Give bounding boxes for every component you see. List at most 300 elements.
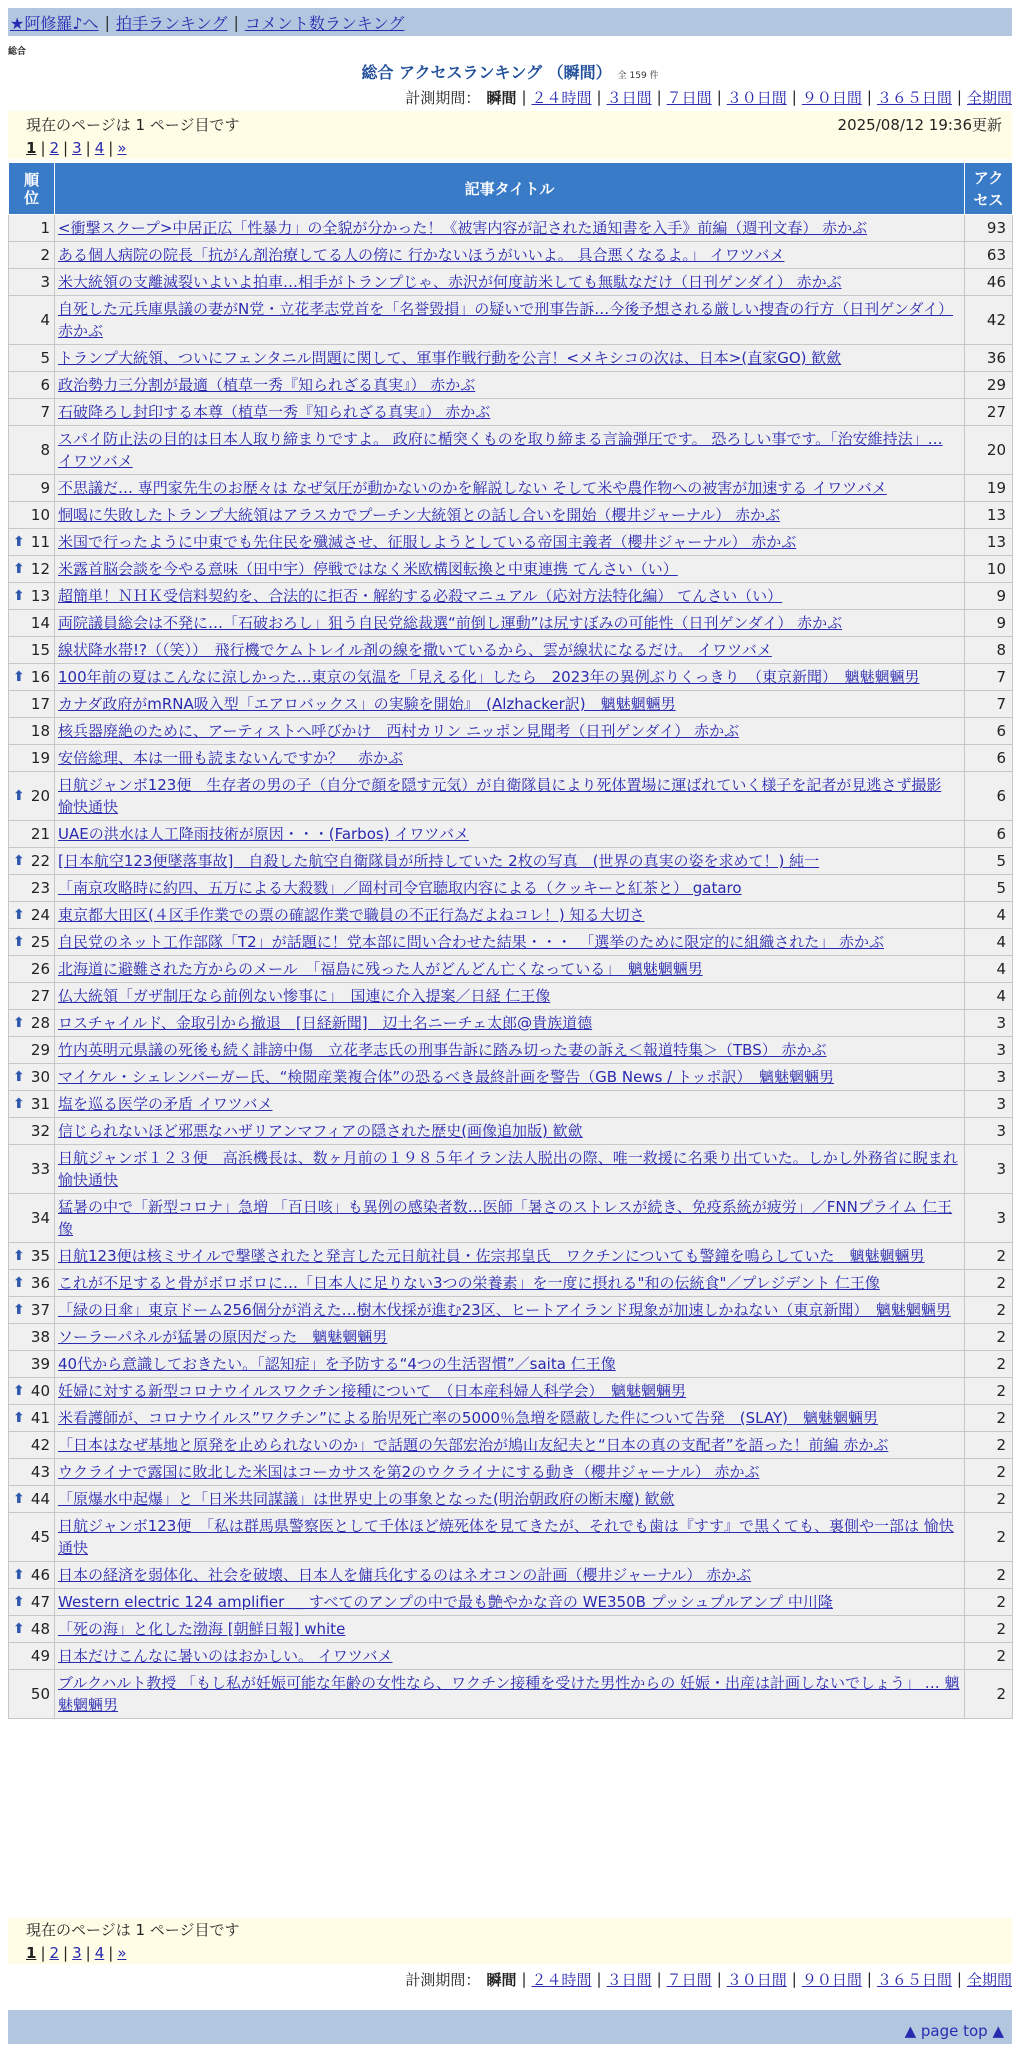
pager-separator: | <box>40 1944 46 1962</box>
period-link[interactable]: ３０日間 <box>726 88 787 107</box>
rank-cell <box>9 1118 55 1145</box>
rank-cell <box>9 529 55 556</box>
updated-timestamp: 2025/08/12 19:36更新 <box>837 115 1002 134</box>
table-row <box>9 821 1013 848</box>
rank-number: 21 <box>30 825 50 843</box>
article-link[interactable]: 自死した元兵庫県議の妻がN党・立花孝志党首を「名誉毀損」の疑いで刑事告訴…今後予想される厳しい捜査の行方（日刊ゲンダイ） 赤かぶ <box>58 300 954 340</box>
rank-number: 47 <box>30 1593 50 1611</box>
rank-number: 27 <box>30 987 50 1005</box>
rank-up-arrow-icon: ⬆ <box>13 1096 25 1112</box>
access-count: 2 <box>965 1324 1013 1351</box>
period-link[interactable]: ７日間 <box>666 1970 712 1989</box>
pager-next-link[interactable]: » <box>117 1944 127 1962</box>
article-link[interactable]: カナダ政府がmRNA吸入型「エアロバックス」の実験を開始』 (Alzhacker訳) 魑魅魍魎男 <box>58 695 676 713</box>
rank-cell <box>9 372 55 399</box>
period-link[interactable]: 全期間 <box>966 88 1012 107</box>
access-count: 10 <box>965 556 1013 583</box>
access-count: 93 <box>965 215 1013 242</box>
access-count: 63 <box>965 242 1013 269</box>
rank-cell <box>9 1270 55 1297</box>
rank-cell <box>9 1670 55 1719</box>
article-link[interactable]: 不思議だ… 専門家先生のお歴々は なぜ気圧が動かないのかを解説しない そして米や農作物への被害が加速する イワツバメ <box>58 479 887 497</box>
title-cell <box>55 1243 965 1270</box>
rank-cell <box>9 956 55 983</box>
article-link[interactable]: UAEの洪水は人工降雨技術が原因・・・(Farbos) イワツバメ <box>58 825 470 843</box>
table-row <box>9 664 1013 691</box>
pager-separator: | <box>108 1944 114 1962</box>
rank-cell <box>9 556 55 583</box>
rank-number: 38 <box>30 1328 50 1346</box>
rank-number: 23 <box>30 879 50 897</box>
rank-up-arrow-icon: ⬆ <box>13 1567 25 1583</box>
rank-cell <box>9 664 55 691</box>
rank-number: 32 <box>30 1122 50 1140</box>
period-link[interactable]: ３６５日間 <box>876 1970 952 1989</box>
page-top-link[interactable]: ▲ page top ▲ <box>904 2022 1004 2040</box>
title-cell <box>55 1562 965 1589</box>
rank-cell <box>9 1562 55 1589</box>
title-cell <box>55 929 965 956</box>
article-link[interactable]: 日航ジャンボ123便 生存者の男の子（自分で顔を隠す元気）が自衛隊員により死体置場に運ばれていく様子を記者が見逃さず撮影 愉快通快 <box>58 776 942 816</box>
rank-cell <box>9 902 55 929</box>
rank-number: 42 <box>30 1436 50 1454</box>
access-count: 2 <box>965 1243 1013 1270</box>
period-link[interactable]: ２４時間 <box>531 1970 592 1989</box>
period-separator: | <box>596 1970 602 1988</box>
table-row <box>9 1064 1013 1091</box>
access-count: 2 <box>965 1432 1013 1459</box>
rank-number: 25 <box>30 933 50 951</box>
article-link[interactable]: 竹内英明元県議の死後も続く誹謗中傷 立花孝志氏の刑事告訴に踏み切った妻の訴え＜報道特集＞（TBS） 赤かぶ <box>58 1041 827 1059</box>
rank-cell <box>9 1459 55 1486</box>
title-cell <box>55 1324 965 1351</box>
rank-number: 50 <box>30 1685 50 1703</box>
rank-cell <box>9 426 55 475</box>
table-row <box>9 529 1013 556</box>
table-row <box>9 556 1013 583</box>
rank-cell <box>9 745 55 772</box>
access-count: 29 <box>965 372 1013 399</box>
pager-link[interactable]: 3 <box>72 139 82 157</box>
period-separator: | <box>956 1970 962 1988</box>
article-link[interactable]: 妊婦に対する新型コロナウイルスワクチン接種について （日本産科婦人科学会） 魑魅魍魎男 <box>58 1382 687 1400</box>
rank-cell <box>9 718 55 745</box>
rank-number: 14 <box>30 614 50 632</box>
rank-number: 17 <box>30 695 50 713</box>
access-count: 7 <box>965 664 1013 691</box>
applause-ranking-link[interactable]: 拍手ランキング <box>115 13 228 33</box>
access-count: 2 <box>965 1670 1013 1719</box>
title-cell <box>55 426 965 475</box>
rank-number: 12 <box>30 560 50 578</box>
rank-number: 20 <box>30 787 50 805</box>
access-count: 2 <box>965 1405 1013 1432</box>
period-link[interactable]: ３日間 <box>606 1970 652 1989</box>
access-count: 2 <box>965 1270 1013 1297</box>
table-row <box>9 1405 1013 1432</box>
rank-number: 36 <box>30 1274 50 1292</box>
article-link[interactable]: 日本だけこんなに暑いのはおかしい。 イワツバメ <box>58 1647 393 1665</box>
title-cell <box>55 269 965 296</box>
rank-up-arrow-icon: ⬆ <box>13 907 25 923</box>
access-count: 3 <box>965 1037 1013 1064</box>
table-row <box>9 1378 1013 1405</box>
article-link[interactable]: 石破降ろし封印する本尊（植草一秀『知られざる真実』） 赤かぶ <box>58 403 491 421</box>
rank-up-arrow-icon: ⬆ <box>13 1491 25 1507</box>
table-row <box>9 399 1013 426</box>
article-link[interactable]: 米露首脳会談を今やる意味（田中宇）停戦ではなく米欧構図転換と中東連携 てんさい（い） <box>58 560 678 578</box>
title-cell <box>55 399 965 426</box>
nav-separator: | <box>233 12 239 32</box>
title-cell <box>55 242 965 269</box>
title-cell <box>55 637 965 664</box>
rank-up-arrow-icon: ⬆ <box>13 788 25 804</box>
rank-number: 19 <box>30 749 50 767</box>
period-separator: | <box>716 88 722 106</box>
article-link[interactable]: マイケル・シェレンバーガー氏、“検閲産業複合体”の恐るべき最終計画を警告（GB News / トッポ訳） 魑魅魍魎男 <box>58 1068 835 1086</box>
title-cell <box>55 1589 965 1616</box>
pager-separator: | <box>85 139 91 157</box>
title-cell <box>55 1064 965 1091</box>
article-link[interactable]: これが不足すると骨がボロボロに…「日本人に足りない3つの栄養素」を一度に摂れる"和の伝統食"／プレジデント 仁王像 <box>58 1274 880 1292</box>
nav-separator: | <box>104 12 110 32</box>
article-link[interactable]: 「緑の日傘」東京ドーム256個分が消えた…樹木伐採が進む23区、ヒートアイランド現象が加速しかねない（東京新聞） 魑魅魍魎男 <box>58 1301 951 1319</box>
rank-number: 5 <box>40 349 50 367</box>
home-link[interactable]: ★阿修羅♪へ <box>10 13 99 33</box>
article-link[interactable]: トランプ大統領、ついにフェンタニル問題に関して、軍事作戦行動を公言！<メキシコの次は、日本>(直家GO) 歓歛 <box>58 349 842 367</box>
title-cell <box>55 745 965 772</box>
article-link[interactable]: 恫喝に失敗したトランプ大統領はアラスカでプーチン大統領との話し合いを開始（櫻井ジャーナル） 赤かぶ <box>58 506 781 524</box>
article-link[interactable]: Western electric 124 amplifier ＿ すべてのアンプの中で最も艶やかな音の WE350B プッシュプルアンプ 中川隆 <box>58 1593 833 1611</box>
pager-link[interactable]: 4 <box>94 1944 105 1962</box>
article-link[interactable]: 「日本はなぜ基地と原発を止められないのか」で話題の矢部宏治が鳩山友紀夫と“日本の真の支配者”を語った！前編 赤かぶ <box>58 1436 889 1454</box>
title-cell <box>55 1405 965 1432</box>
title-cell <box>55 1616 965 1643</box>
title-cell <box>55 1010 965 1037</box>
access-count: 7 <box>965 691 1013 718</box>
title-cell <box>55 502 965 529</box>
period-separator: | <box>956 88 962 106</box>
rank-number: 4 <box>40 311 50 329</box>
title-cell <box>55 1459 965 1486</box>
table-row <box>9 1194 1013 1243</box>
article-link[interactable]: ウクライナで露国に敗北した米国はコーカサスを第2のウクライナにする動き（櫻井ジャーナル） 赤かぶ <box>58 1463 760 1481</box>
rank-cell <box>9 296 55 345</box>
table-row <box>9 1270 1013 1297</box>
period-selector-top <box>405 86 1012 108</box>
rank-cell <box>9 242 55 269</box>
rank-number: 15 <box>30 641 50 659</box>
pager-separator: | <box>40 139 46 157</box>
rank-cell <box>9 875 55 902</box>
table-row <box>9 1145 1013 1194</box>
table-row <box>9 1037 1013 1064</box>
table-row <box>9 1589 1013 1616</box>
pager-link[interactable]: 2 <box>49 1944 60 1962</box>
article-link[interactable]: ブルクハルト教授 「もし私が妊娠可能な年齢の女性なら、ワクチン接種を受けた男性からの 妊娠・出産は計画しないでしょう」 … 魑魅魍魎男 <box>58 1674 960 1714</box>
article-link[interactable]: 日航ジャンボ123便 「私は群馬県警察医として千体ほど焼死体を見てきたが、それでも歯は『すす』で黒くても、裏側や一部は 愉快通快 <box>58 1517 954 1557</box>
rank-cell <box>9 848 55 875</box>
table-row <box>9 502 1013 529</box>
table-row <box>9 848 1013 875</box>
article-link[interactable]: 米大統領の支離滅裂いよいよ拍車…相手がトランプじゃ、赤沢が何度訪米しても無駄なだけ（日刊ゲンダイ） 赤かぶ <box>58 273 842 291</box>
article-link[interactable]: 超簡単！ＮＨＫ受信料契約を、合法的に拒否・解約する必殺マニュアル（応対方法特化編） てんさい（い） <box>58 587 783 605</box>
period-current: 瞬間 <box>486 88 517 107</box>
rank-number: 49 <box>30 1647 50 1665</box>
rank-number: 30 <box>30 1068 50 1086</box>
article-link[interactable]: ロスチャイルド、金取引から撤退 [日経新聞] 辺土名ニーチェ太郎@貴族道德 <box>58 1014 593 1032</box>
access-count: 2 <box>965 1297 1013 1324</box>
pager-bottom <box>8 1940 1012 1964</box>
top-nav-bar <box>8 8 1012 36</box>
title-cell <box>55 1037 965 1064</box>
period-link[interactable]: ７日間 <box>666 88 712 107</box>
rank-number: 48 <box>30 1620 50 1638</box>
page-info-bottom <box>8 1918 1012 1964</box>
title-cell <box>55 345 965 372</box>
access-count: 20 <box>965 426 1013 475</box>
article-link[interactable]: 「死の海」と化した渤海 [朝鮮日報] white <box>58 1620 346 1638</box>
table-row <box>9 902 1013 929</box>
article-link[interactable]: 仏大統領「ガザ制圧なら前例ない惨事に」 国連に介入提案／日経 仁王像 <box>58 987 551 1005</box>
pager-link[interactable]: 4 <box>94 139 105 157</box>
title-cell <box>55 475 965 502</box>
article-link[interactable]: 「南京攻略時に約四、五万による大殺戮」／岡村司令官聴取内容による（クッキーと紅茶と） gataro <box>58 879 742 897</box>
rank-up-arrow-icon: ⬆ <box>13 1383 25 1399</box>
access-count: 2 <box>965 1616 1013 1643</box>
access-count: 2 <box>965 1486 1013 1513</box>
rank-cell <box>9 269 55 296</box>
period-separator: | <box>521 1970 527 1988</box>
access-count: 3 <box>965 1064 1013 1091</box>
access-count: 3 <box>965 1145 1013 1194</box>
access-count: 5 <box>965 848 1013 875</box>
period-separator: | <box>656 88 662 106</box>
table-row <box>9 610 1013 637</box>
access-count: 3 <box>965 1091 1013 1118</box>
article-link[interactable]: 塩を巡る医学の矛盾 イワツバメ <box>58 1095 273 1113</box>
title-cell <box>55 875 965 902</box>
article-link[interactable]: 日本の経済を弱体化、社会を破壊、日本人を傭兵化するのはネオコンの計画（櫻井ジャーナル） 赤かぶ <box>58 1566 752 1584</box>
article-link[interactable]: 核兵器廃絶のために、アーティストへ呼びかけ 西村カリン ニッポン見聞考（日刊ゲンダイ） 赤かぶ <box>58 722 740 740</box>
col-header-title: 記事タイトル <box>55 163 965 215</box>
rank-number: 43 <box>30 1463 50 1481</box>
title-cell <box>55 610 965 637</box>
period-separator: | <box>791 1970 797 1988</box>
access-count: 13 <box>965 502 1013 529</box>
rank-number: 6 <box>40 376 50 394</box>
page-title-text: 総合 アクセスランキング （瞬間） <box>361 63 612 82</box>
rank-number: 33 <box>30 1160 50 1178</box>
access-count: 6 <box>965 821 1013 848</box>
title-cell <box>55 1513 965 1562</box>
rank-up-arrow-icon: ⬆ <box>13 1069 25 1085</box>
title-cell <box>55 1194 965 1243</box>
article-link[interactable]: ある個人病院の院長「抗がん剤治療してる人の傍に 行かないほうがいいよ。 具合悪くなるよ。」 イワツバメ <box>58 246 785 264</box>
article-link[interactable]: 政治勢力三分割が最適（植草一秀『知られざる真実』） 赤かぶ <box>58 376 476 394</box>
article-link[interactable]: ソーラーパネルが猛暑の原因だった 魑魅魍魎男 <box>58 1328 388 1346</box>
article-link[interactable]: 両院議員総会は不発に…「石破おろし」狙う自民党総裁選“前倒し運動”は尻すぼみの可能性（日刊ゲンダイ） 赤かぶ <box>58 614 843 632</box>
access-count: 9 <box>965 583 1013 610</box>
access-count: 5 <box>965 875 1013 902</box>
article-link[interactable]: 米看護師が、コロナウイルス”ワクチン”による胎児死亡率の5000％急増を隠蔽した件について告発 (SLAY) 魑魅魍魎男 <box>58 1409 878 1427</box>
table-row <box>9 372 1013 399</box>
access-count: 9 <box>965 610 1013 637</box>
rank-cell <box>9 1589 55 1616</box>
access-count: 2 <box>965 1589 1013 1616</box>
rank-cell <box>9 772 55 821</box>
access-count: 2 <box>965 1378 1013 1405</box>
article-link[interactable]: 100年前の夏はこんなに涼しかった…東京の気温を「見える化」したら 2023年の異例ぶりくっきり （東京新聞） 魑魅魍魎男 <box>58 668 920 686</box>
article-link[interactable]: 日航ジャンボ１２３便 高浜機長は、数ヶ月前の１９８５年イラン法人脱出の際、唯一救援に名乗り出ていた。しかし外務省に睨まれ 愉快通快 <box>58 1149 958 1189</box>
rank-cell <box>9 215 55 242</box>
rank-cell <box>9 1405 55 1432</box>
access-count: 6 <box>965 745 1013 772</box>
category-label: 総合 <box>8 47 27 57</box>
title-cell <box>55 1145 965 1194</box>
access-count: 2 <box>965 1562 1013 1589</box>
title-cell <box>55 1351 965 1378</box>
rank-number: 37 <box>30 1301 50 1319</box>
period-link[interactable]: ３０日間 <box>726 1970 787 1989</box>
rank-cell <box>9 983 55 1010</box>
article-link[interactable]: 米国で行ったように中東でも先住民を殲滅させ、征服しようとしている帝国主義者（櫻井ジャーナル） 赤かぶ <box>58 533 797 551</box>
article-link[interactable]: 北海道に避難された方からのメール 「福島に残った人がどんどん亡くなっている」 魑魅魍魎男 <box>58 960 703 978</box>
rank-number: 22 <box>30 852 50 870</box>
period-label: 計測期間： <box>405 1970 481 1989</box>
table-row <box>9 1486 1013 1513</box>
comment-ranking-link[interactable]: コメント数ランキング <box>244 13 405 33</box>
title-cell <box>55 848 965 875</box>
table-row <box>9 956 1013 983</box>
period-link[interactable]: 全期間 <box>966 1970 1012 1989</box>
access-count: 13 <box>965 529 1013 556</box>
pager-current: 1 <box>26 139 37 157</box>
rank-cell <box>9 1243 55 1270</box>
pager-current: 1 <box>26 1944 37 1962</box>
title-cell <box>55 718 965 745</box>
title-cell <box>55 772 965 821</box>
article-link[interactable]: <衝撃スクープ>中居正広「性暴力」の全貌が分かった！《被害内容が記された通知書を入手》前編（週刊文春） 赤かぶ <box>58 219 868 237</box>
article-link[interactable]: 自民党のネット工作部隊「T2」が話題に！党本部に問い合わせた結果・・・ 「選挙のために限定的に組織された」 赤かぶ <box>58 933 884 951</box>
rank-cell <box>9 1037 55 1064</box>
rank-cell <box>9 475 55 502</box>
access-count: 27 <box>965 399 1013 426</box>
period-selector-bottom <box>405 1968 1012 1990</box>
current-page-text: 現在のページは 1 ページ目です <box>26 115 240 134</box>
article-link[interactable]: 安倍総理、本は一冊も読まないんですか？ 赤かぶ <box>58 749 404 767</box>
rank-number: 18 <box>30 722 50 740</box>
table-row <box>9 1010 1013 1037</box>
article-link[interactable]: 「原爆水中起爆」と「日米共同謀議」は世界史上の事象となった(明治朝政府の断末魔) 歓歛 <box>58 1490 675 1508</box>
rank-number: 13 <box>30 587 50 605</box>
page-info-top <box>8 111 1012 159</box>
pager-separator: | <box>63 139 69 157</box>
title-cell <box>55 215 965 242</box>
article-link[interactable]: 信じられないほど邪悪なハザリアンマフィアの隠された歴史(画像追加版) 歓歛 <box>58 1122 583 1140</box>
rank-up-arrow-icon: ⬆ <box>13 1275 25 1291</box>
title-cell <box>55 556 965 583</box>
title-cell <box>55 664 965 691</box>
article-link[interactable]: 40代から意識しておきたい。「認知症」を予防する“4つの生活習慣”／saita 仁王像 <box>58 1355 616 1373</box>
table-row <box>9 983 1013 1010</box>
period-link[interactable]: ３６５日間 <box>876 88 952 107</box>
access-count: 2 <box>965 1351 1013 1378</box>
rank-up-arrow-icon: ⬆ <box>13 1410 25 1426</box>
table-row <box>9 745 1013 772</box>
table-row <box>9 1432 1013 1459</box>
col-header-rank: 順位 <box>9 163 55 215</box>
article-link[interactable]: 日航123便は核ミサイルで撃墜されたと発言した元日航社員・佐宗邦皇氏 ワクチンについても警鐘を鳴らしていた 魑魅魍魎男 <box>58 1247 925 1265</box>
access-count: 4 <box>965 956 1013 983</box>
pager-link[interactable]: 3 <box>72 1944 82 1962</box>
rank-up-arrow-icon: ⬆ <box>13 1248 25 1264</box>
title-cell <box>55 529 965 556</box>
table-row <box>9 691 1013 718</box>
period-separator: | <box>716 1970 722 1988</box>
title-cell <box>55 902 965 929</box>
period-separator: | <box>866 88 872 106</box>
rank-number: 16 <box>30 668 50 686</box>
title-cell <box>55 372 965 399</box>
period-link[interactable]: ２４時間 <box>531 88 592 107</box>
period-separator: | <box>656 1970 662 1988</box>
rank-number: 3 <box>40 273 50 291</box>
title-cell <box>55 1670 965 1719</box>
article-link[interactable]: スパイ防止法の目的は日本人取り締まりですよ。 政府に楯突くものを取り締まる言論弾圧です。 恐ろしい事です。「治安維持法」… イワツバメ <box>58 430 943 470</box>
article-link[interactable]: [日本航空123便墜落事故] 自殺した航空自衛隊員が所持していた 2枚の写真 (世界の真実の姿を求めて！) 純一 <box>58 852 820 870</box>
period-link[interactable]: ９０日間 <box>801 1970 862 1989</box>
rank-cell <box>9 1351 55 1378</box>
access-count: 2 <box>965 1513 1013 1562</box>
rank-cell <box>9 637 55 664</box>
rank-cell <box>9 691 55 718</box>
pager-top <box>8 135 1012 159</box>
rank-cell <box>9 583 55 610</box>
period-separator: | <box>521 88 527 106</box>
period-link[interactable]: ３日間 <box>606 88 652 107</box>
rank-up-arrow-icon: ⬆ <box>13 1015 25 1031</box>
table-row <box>9 772 1013 821</box>
period-label: 計測期間： <box>405 88 481 107</box>
title-cell <box>55 821 965 848</box>
access-count: 3 <box>965 1010 1013 1037</box>
pager-link[interactable]: 2 <box>49 139 60 157</box>
article-link[interactable]: 東京都大田区(４区手作業での票の確認作業で職員の不正行為だよねコレ！) 知る大切さ <box>58 906 645 924</box>
period-link[interactable]: ９０日間 <box>801 88 862 107</box>
table-row <box>9 1351 1013 1378</box>
rank-cell <box>9 1010 55 1037</box>
table-row <box>9 1118 1013 1145</box>
article-link[interactable]: 線状降水帯!?（（笑）） 飛行機でケムトレイル剤の線を撒いているから、雲が線状になるだけ。 イワツバメ <box>58 641 772 659</box>
rank-cell <box>9 1194 55 1243</box>
page-title <box>0 60 1020 83</box>
article-link[interactable]: 猛暑の中で「新型コロナ」急増 「百日咳」も異例の感染者数…医師「暑さのストレスが続き、免疫系統が疲労」／FNNプライム 仁王像 <box>58 1198 953 1238</box>
period-separator: | <box>791 88 797 106</box>
rank-cell <box>9 929 55 956</box>
access-count: 42 <box>965 296 1013 345</box>
rank-number: 8 <box>40 441 50 459</box>
access-count: 6 <box>965 718 1013 745</box>
table-row <box>9 1513 1013 1562</box>
rank-number: 35 <box>30 1247 50 1265</box>
table-row <box>9 1562 1013 1589</box>
title-cell <box>55 1091 965 1118</box>
period-separator: | <box>596 88 602 106</box>
rank-cell <box>9 1324 55 1351</box>
pager-next-link[interactable]: » <box>117 139 127 157</box>
title-cell <box>55 1270 965 1297</box>
